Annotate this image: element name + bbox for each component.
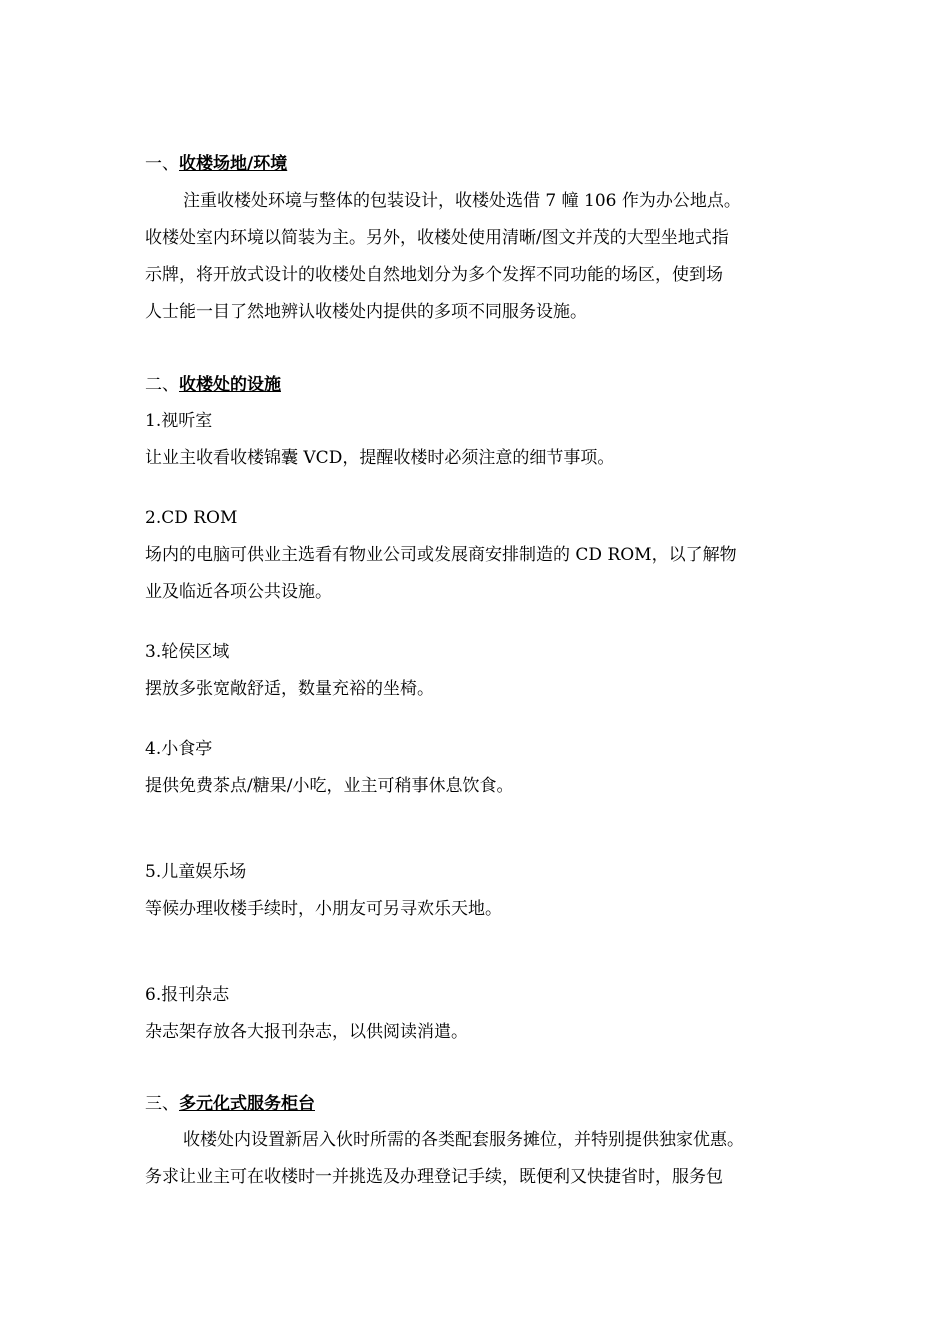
facility-2-description: 场内的电脑可供业主选看有物业公司或发展商安排制造的 CD ROM，以了解物 [145,545,737,565]
facility-5-description: 等候办理收楼手续时，小朋友可另寻欢乐天地。 [145,899,502,919]
section-1-heading-text: 收楼场地/环境 [179,154,288,174]
section-3-paragraph-line: 务求让业主可在收楼时一并挑选及办理登记手续，既便利又快捷省时，服务包 [145,1167,723,1187]
section-1-paragraph-line: 注重收楼处环境与整体的包装设计，收楼处选借 7 幢 106 作为办公地点。 [183,191,741,211]
facility-2-description: 业及临近各项公共设施。 [145,582,332,602]
section-2-heading-prefix: 二、 [145,375,179,395]
facility-2-title: 2.CD ROM [145,508,238,528]
facility-4-description: 提供免费茶点/糖果/小吃，业主可稍事休息饮食。 [145,776,514,796]
section-2-heading-text: 收楼处的设施 [179,375,281,395]
facility-6-title: 6.报刊杂志 [145,985,230,1005]
section-2-heading [145,373,281,397]
facility-5-title: 5.儿童娱乐场 [145,862,247,882]
section-3-heading-prefix: 三、 [145,1094,179,1114]
facility-1-title: 1.视听室 [145,411,213,431]
facility-1-description: 让业主收看收楼锦囊 VCD，提醒收楼时必须注意的细节事项。 [145,448,615,468]
section-1-heading [145,152,287,176]
section-1-paragraph-line: 人士能一目了然地辨认收楼处内提供的多项不同服务设施。 [145,302,587,322]
section-1-heading-prefix: 一、 [145,154,179,174]
section-3-heading-text: 多元化式服务柜台 [179,1094,315,1114]
section-1-paragraph-line: 示牌，将开放式设计的收楼处自然地划分为多个发挥不同功能的场区，使到场 [145,265,723,285]
facility-4-title: 4.小食亭 [145,739,213,759]
section-3-paragraph-line: 收楼处内设置新居入伙时所需的各类配套服务摊位，并特别提供独家优惠。 [183,1130,744,1150]
facility-6-description: 杂志架存放各大报刊杂志，以供阅读消遣。 [145,1022,468,1042]
section-1-paragraph-line: 收楼处室内环境以简装为主。另外，收楼处使用清晰/图文并茂的大型坐地式指 [145,228,729,248]
facility-3-title: 3.轮侯区域 [145,642,230,662]
facility-3-description: 摆放多张宽敞舒适，数量充裕的坐椅。 [145,679,434,699]
section-3-heading [145,1092,315,1116]
